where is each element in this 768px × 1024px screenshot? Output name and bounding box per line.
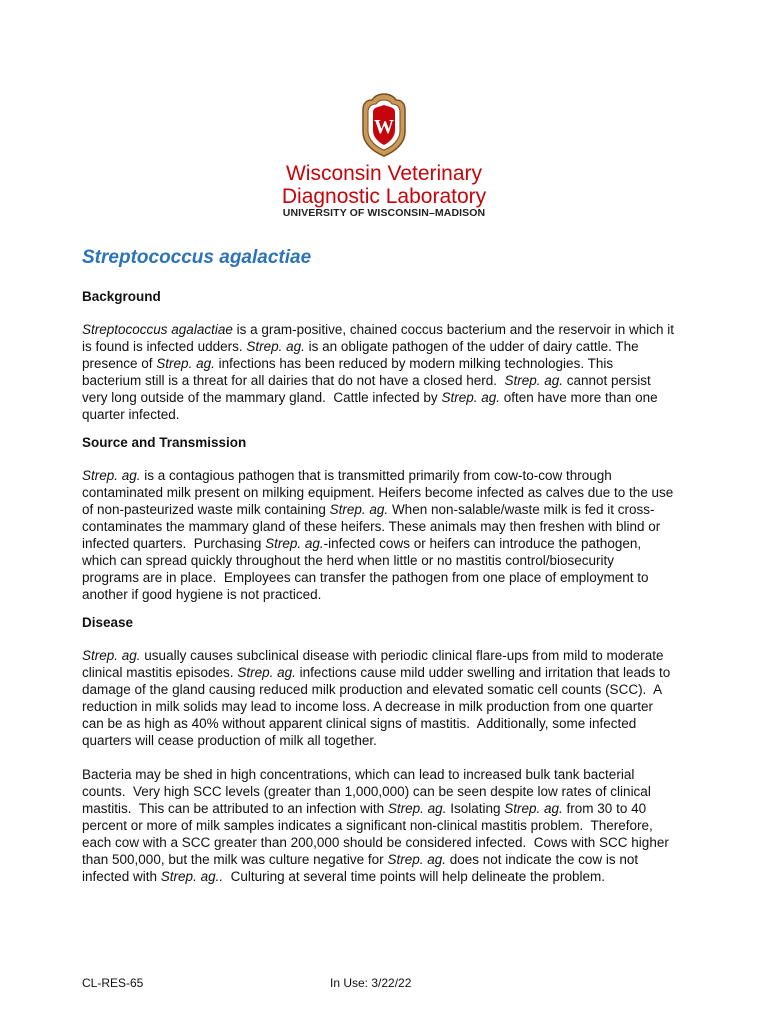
text-line [82, 715, 692, 732]
italic-term: Strep. ag. [504, 801, 563, 816]
text-run: does not indicate the cow is not [445, 852, 639, 867]
italic-term: Strep. ag. [265, 536, 324, 551]
text-run: When non-salable/waste milk is fed it cross- [388, 502, 655, 517]
lab-name-line2: Diagnostic Laboratory [281, 185, 487, 208]
text-run: percent or more of milk samples indicates a significant non-clinical mastitis problem. Therefore, [82, 818, 653, 833]
text-run: quarter infected. [82, 407, 180, 422]
text-run: from 30 to 40 [562, 801, 647, 816]
text-line [82, 389, 692, 406]
paragraph-disease-2 [82, 766, 692, 885]
text-line [82, 851, 692, 868]
text-run: cannot persist [563, 373, 651, 388]
text-run: contaminated milk present on milking equipment. Heifers become infected as calves due to the use [82, 485, 674, 500]
text-run: clinical mastitis episodes. [82, 665, 238, 680]
text-line [82, 338, 692, 355]
text-run: infected quarters. Purchasing [82, 536, 266, 551]
text-run: which can spread quickly throughout the herd when little or no mastitis control/biosecurity [82, 553, 615, 568]
paragraph-background [82, 321, 692, 423]
italic-term: Strep. ag. [156, 356, 215, 371]
italic-term: Strep. ag. [441, 390, 500, 405]
footer-document-code: CL-RES-65 [82, 976, 144, 990]
text-run: can be as high as 40% without apparent clinical signs of mastitis. Additionally, some infected [82, 716, 637, 731]
text-line [82, 518, 692, 535]
text-line [82, 484, 692, 501]
italic-term: Strep. ag. [237, 665, 296, 680]
footer-in-use-date: In Use: 3/22/22 [330, 976, 412, 990]
uw-crest-icon [360, 92, 408, 158]
text-run: quarters will cease production of milk all together. [82, 733, 377, 748]
text-run: usually causes subclinical disease with periodic clinical flare-ups from mild to moderate [140, 648, 664, 663]
text-line [82, 664, 692, 681]
text-line [82, 732, 692, 749]
text-line [82, 800, 692, 817]
italic-term: Strep. ag. [504, 373, 564, 388]
text-line [82, 586, 692, 603]
italic-term: Streptococcus agalactiae [82, 322, 233, 337]
text-run: infected with [82, 869, 161, 884]
text-line [82, 535, 692, 552]
text-run: is a contagious pathogen that is transmitted primarily from cow-to-cow through [140, 468, 612, 483]
text-run: bacterium still is a threat for all dairies that do not have a closed herd. [82, 373, 505, 388]
text-run: -infected cows or heifers can introduce the pathogen, [323, 536, 642, 551]
text-line [82, 355, 692, 372]
heading-transmission: Source and Transmission [82, 435, 247, 450]
text-run: than 500,000, but the milk was culture negative for [82, 852, 388, 867]
text-line [82, 698, 692, 715]
lab-name-line1: Wisconsin Veterinary [285, 162, 483, 185]
text-run: of non-pasteurized waste milk containing [82, 502, 330, 517]
text-run: each cow with a SCC greater than 200,000 should be considered infected. Cows with SCC higher [82, 835, 669, 850]
heading-disease: Disease [82, 615, 134, 630]
text-run: contaminates the mammary gland of these heifers. These animals may then freshen with blind or [82, 519, 661, 534]
italic-term: Strep. ag. [246, 339, 305, 354]
document-title: Streptococcus agalactiae [82, 247, 312, 268]
text-line [82, 817, 692, 834]
text-line [82, 372, 692, 389]
text-run: Bacteria may be shed in high concentrations, which can lead to increased bulk tank bacterial [82, 767, 635, 782]
text-run: damage of the gland causing reduced milk production and elevated somatic cell counts (SCC). A [82, 682, 663, 697]
text-run: is a gram-positive, chained coccus bacterium and the reservoir in which it [232, 322, 675, 337]
text-run: mastitis. This can be attributed to an infection with [82, 801, 388, 816]
heading-background: Background [82, 289, 161, 304]
text-line [82, 406, 692, 423]
university-name: UNIVERSITY OF WISCONSIN–MADISON [282, 207, 486, 219]
text-run: counts. Very high SCC levels (greater than 1,000,000) can be seen despite low rates of clinical [82, 784, 651, 799]
text-line [82, 681, 692, 698]
text-line [82, 501, 692, 518]
paragraph-transmission [82, 467, 692, 603]
text-run: Isolating [446, 801, 505, 816]
italic-term: Strep. ag. [387, 852, 446, 867]
text-run: infections has been reduced by modern milking technologies. This [214, 356, 614, 371]
text-run: is found is infected udders. [82, 339, 247, 354]
text-run: Culturing at several time points will help delineate the problem. [223, 869, 606, 884]
text-run: reduction in milk solids may lead to income loss. A decrease in milk production from one quarter [82, 699, 654, 714]
text-line [82, 766, 692, 783]
paragraph-disease-1 [82, 647, 692, 749]
text-line [82, 321, 692, 338]
text-run: programs are in place. Employees can transfer the pathogen from one place of employment to [82, 570, 649, 585]
text-run: very long outside of the mammary gland. Cattle infected by [82, 390, 442, 405]
text-run: presence of [82, 356, 157, 371]
text-line [82, 552, 692, 569]
crest-letter: W [374, 116, 394, 138]
text-line [82, 783, 692, 800]
text-line [82, 569, 692, 586]
text-line [82, 467, 692, 484]
text-run: infections cause mild udder swelling and irritation that leads to [295, 665, 671, 680]
italic-term: Strep. ag.. [160, 869, 224, 884]
italic-term: Strep. ag. [329, 502, 389, 517]
text-line [82, 868, 692, 885]
italic-term: Strep. ag. [82, 648, 141, 663]
italic-term: Strep. ag. [82, 468, 141, 483]
text-run: is an obligate pathogen of the udder of dairy cattle. The [304, 339, 639, 354]
italic-term: Strep. ag. [387, 801, 447, 816]
text-run: often have more than one [499, 390, 658, 405]
text-line [82, 834, 692, 851]
text-line [82, 647, 692, 664]
text-run: another if good hygiene is not practiced. [82, 587, 322, 602]
